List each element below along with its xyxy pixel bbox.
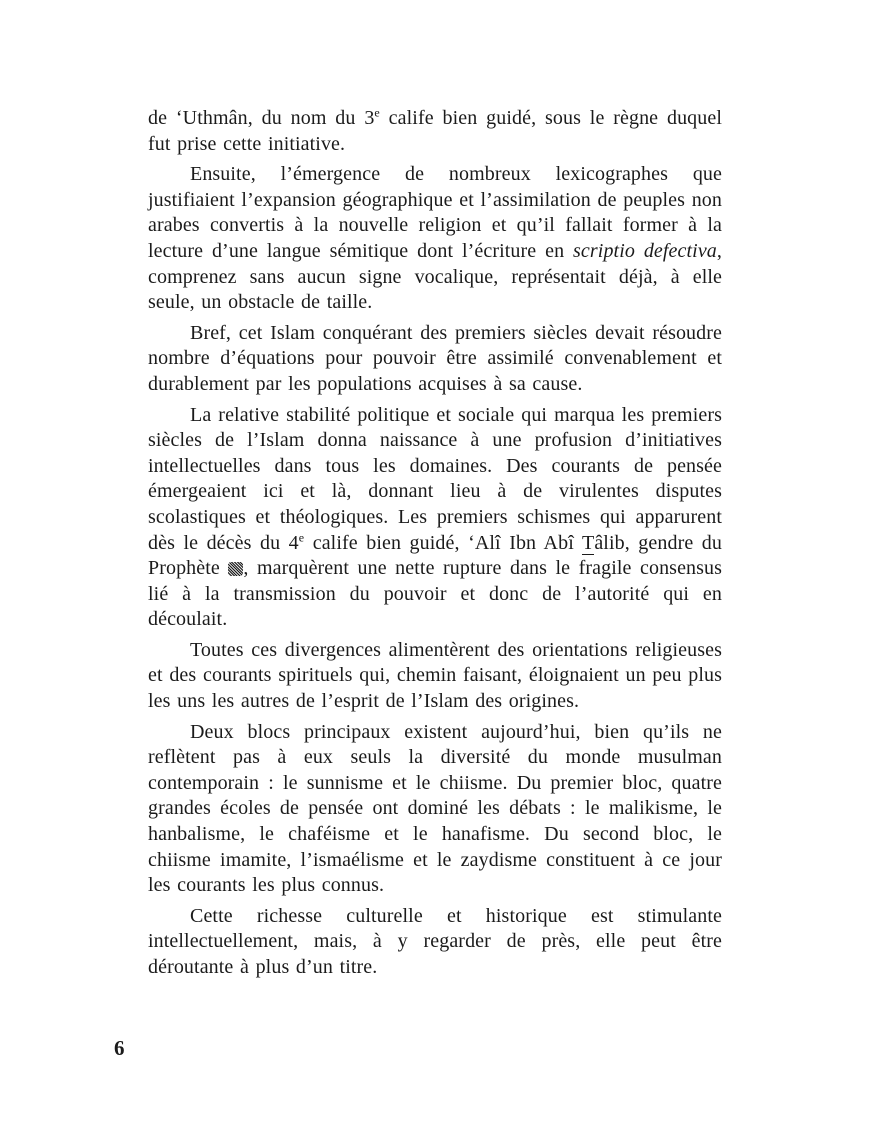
- text-run: La relative stabilité politique et sociale qui marqua les premiers siècles de l’Islam donna naissance à une profusion d’initiatives intellectuelles dans tous les domaines. Des courants de pensée émergeaient ici et là, donnant lieu à de virulentes disputes scolastiques et théologiques. Les premiers schismes qui apparurent dès le décès du 4: [148, 403, 722, 554]
- text-run: calife bien guidé, sous le règne duquel fut prise cette initiative.: [148, 107, 723, 155]
- text-run: Bref, cet Islam conquérant des premiers siècles devait résoudre nombre d’équations pour pouvoir être assimilé convenablement et durablement par les populations acquises à sa cause.: [148, 321, 722, 395]
- text-run: Ensuite, l’émergence de nombreux lexicographes que justifiaient l’expansion géographique et l’assimilation de peuples non arabes convertis à la nouvelle religion et qu’il fallait former à la lecture d’une langue sémitique dont l’écriture en: [148, 163, 722, 262]
- pbuh-calligraphy-icon: [228, 562, 243, 576]
- paragraph: [148, 720, 722, 899]
- paragraph: [148, 904, 722, 981]
- paragraph: [148, 403, 722, 633]
- paragraph: [148, 106, 722, 157]
- page-footer: [114, 1036, 125, 1061]
- paragraph: [148, 321, 722, 398]
- text-run: de ‘Uthmân, du nom du 3: [148, 107, 375, 129]
- paragraph: [148, 638, 722, 715]
- text-run: T: [581, 531, 595, 554]
- text-run: scriptio defectiva: [573, 239, 717, 262]
- text-run: Cette richesse culturelle et historique est stimulante intellectuellement, mais, à y regarder de près, elle peut être déroutante à plus d’un titre.: [148, 904, 722, 978]
- text-run: , comprenez sans aucun signe vocalique, représentait déjà, à elle seule, un obstacle de taille.: [148, 239, 723, 314]
- paragraph: [148, 162, 722, 316]
- text-run: , marquèrent une nette rupture dans le fragile consensus lié à la transmission du pouvoir et donc de l’autorité qui en découlait.: [148, 557, 723, 631]
- ordinal-superscript: e: [374, 105, 380, 120]
- text-run: calife bien guidé, ‘Alî Ibn Abî: [304, 531, 582, 554]
- text-run: Toutes ces divergences alimentèrent des orientations religieuses et des courants spirituels qui, chemin faisant, éloignaient un peu plus les uns les autres de l’esprit de l’Islam des origines.: [148, 638, 722, 713]
- body-text: [148, 106, 722, 986]
- text-run: Deux blocs principaux existent aujourd’hui, bien qu’ils ne reflètent pas à eux seuls la diversité du monde musulman contemporain : le sunnisme et le chiisme. Du premier bloc, quatre grandes écoles de pensée ont dominé les débats : le malikisme, le hanbalisme, le chaféisme et le hanafisme. Du second bloc, le chiisme imamite, l’ismaélisme et le zaydisme constituent à ce jour les courants les plus connus.: [148, 720, 722, 897]
- text-run: âlib, gendre du Prophète: [148, 531, 723, 580]
- ordinal-superscript: e: [298, 529, 305, 544]
- page-number: 6: [114, 1036, 125, 1060]
